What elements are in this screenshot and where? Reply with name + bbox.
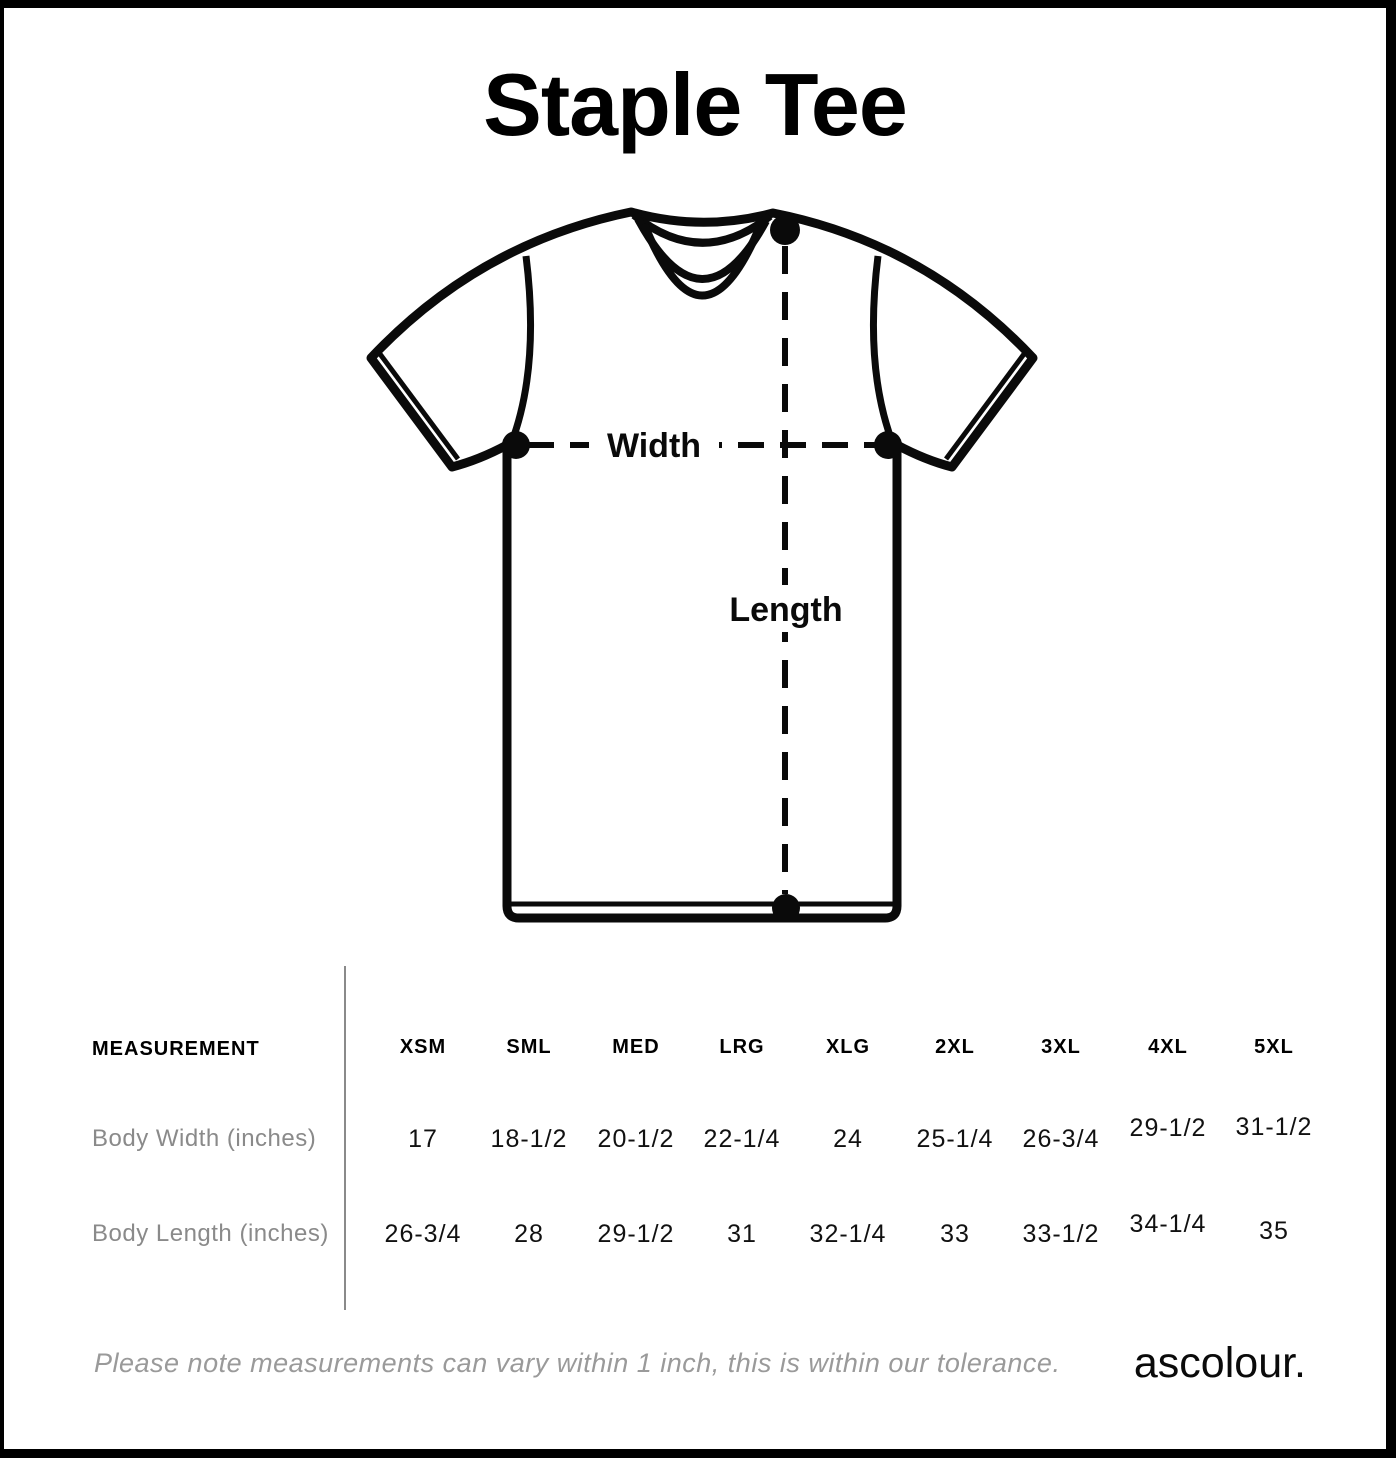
body-width-2xl: 25-1/4: [916, 1125, 994, 1153]
size-header-2xl: 2XL: [935, 1036, 975, 1058]
body-width-med: 20-1/2: [597, 1125, 675, 1153]
brand-logo: ascolour.: [1133, 1339, 1306, 1387]
body-length-lrg: 31: [727, 1220, 757, 1248]
right-underarm-dot: [874, 431, 902, 459]
size-header-lrg: LRG: [719, 1036, 765, 1058]
body-width-xsm: 17: [408, 1125, 438, 1153]
tolerance-note: Please note measurements can vary within 1 inch, this is within our tolerance.: [94, 1348, 1061, 1378]
body-length-label: Body Length (inches): [92, 1220, 329, 1247]
body-width-row: [4, 1113, 1386, 1159]
body-width-3xl: 26-3/4: [1022, 1125, 1100, 1153]
body-length-2xl: 33: [940, 1220, 970, 1248]
table-header-row: [4, 1036, 1386, 1070]
tshirt-outline: [371, 212, 1033, 918]
body-width-lrg: 22-1/4: [703, 1125, 781, 1153]
body-length-xlg: 32-1/4: [809, 1220, 887, 1248]
size-header-sml: SML: [506, 1036, 552, 1058]
body-length-3xl: 33-1/2: [1022, 1220, 1100, 1248]
size-header-med: MED: [612, 1036, 660, 1058]
page-title: Staple Tee: [483, 55, 907, 154]
size-header-xsm: XSM: [399, 1036, 447, 1058]
left-underarm-dot: [502, 431, 530, 459]
body-width-5xl: 31-1/2: [1235, 1113, 1313, 1141]
body-length-med: 29-1/2: [597, 1220, 675, 1248]
body-length-xsm: 26-3/4: [384, 1220, 462, 1248]
hem-dot: [772, 894, 800, 922]
size-header-xlg: XLG: [825, 1036, 871, 1058]
size-header-4xl: 4XL: [1148, 1036, 1188, 1058]
body-width-label: Body Width (inches): [92, 1125, 317, 1152]
shoulder-dot: [770, 215, 800, 245]
length-label: Length: [729, 591, 843, 629]
body-length-5xl: 35: [1259, 1217, 1289, 1245]
size-header-5xl: 5XL: [1254, 1036, 1294, 1058]
body-length-row: [4, 1210, 1386, 1254]
measurement-header: MEASUREMENT: [92, 1038, 260, 1060]
width-label: Width: [606, 427, 702, 465]
body-width-xlg: 24: [833, 1125, 863, 1153]
body-width-sml: 18-1/2: [490, 1125, 568, 1153]
size-header-3xl: 3XL: [1041, 1036, 1081, 1058]
body-length-sml: 28: [514, 1220, 544, 1248]
body-length-4xl: 34-1/4: [1129, 1210, 1207, 1238]
body-width-4xl: 29-1/2: [1129, 1114, 1207, 1142]
